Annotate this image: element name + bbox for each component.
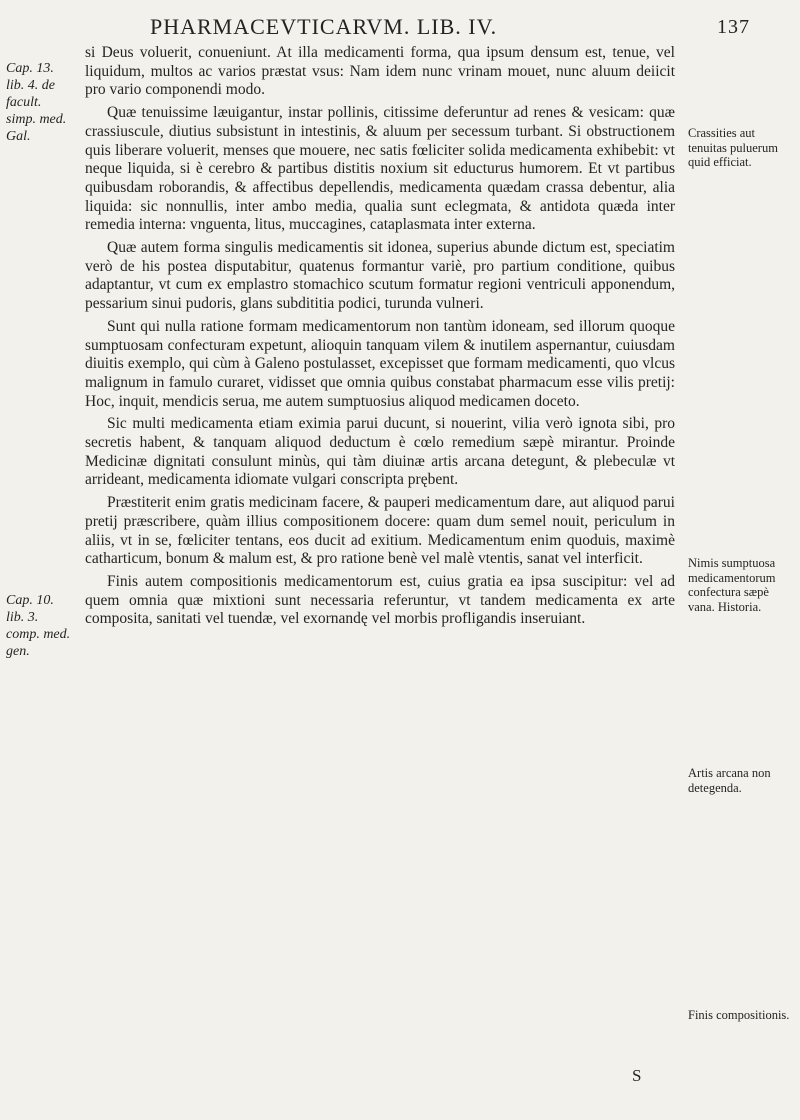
- right-margin-note-arcana: Artis arcana non detegenda.: [688, 766, 771, 795]
- page-number: 137: [717, 16, 750, 38]
- paragraph: Præstiterit enim gratis medicinam facere, & pauperi medicamentum dare, aut aliquod parui pretij præscribere, quàm illius compositionem docere: quam dum semel nouit, periculum in aliis, vt in se, fœliciter tentans, eos ducit ad exitium. Medicamentum enim quoduis, maximè catharticum, bonum & malum est, & pro ratione benè vel malè vtentis, sanat vel interficit.: [85, 494, 675, 568]
- right-margin-note-sumptuosa: Nimis sumptuosa medicamentorum confectura sæpè vana. Historia.: [688, 556, 776, 614]
- paragraph: Sunt qui nulla ratione formam medicamentorum non tantùm idoneam, sed illorum quoque sumptuosam confecturam expetunt, alioquin tanquam vilem & inutilem aspernantur, cuiusdam diuitis exemplo, qui cùm à Galeno postulasset, excepisset que formam medicamenti, quo vlcus malignum in famulo curaret, vidisset que omnia quibus constabat pharmacum esse vilis pretij: Hoc, inquit, mendicis serua, me autem sumptuosius aliquod medicamen doceto.: [85, 317, 675, 410]
- paragraph: Finis autem compositionis medicamentorum est, cuius gratia ea ipsa suscipitur: vel ad quem omnia quæ mixtioni sunt necessaria referuntur, vt tandem medicamenta ex arte composita, sanitati vel tuendæ, vel exornandę vel morbis profligandis inseruiant.: [85, 572, 675, 628]
- paragraph: si Deus voluerit, conueniunt. At illa medicamenti forma, qua ipsum densum est, tenue, vel liquidum, multos ac varios præstat vsus: Nam idem nunc vrinam mouet, nunc aluum deiicit pro vario componendi modo.: [85, 44, 675, 99]
- right-margin-note-finis: Finis compositionis.: [688, 1008, 790, 1022]
- paragraph: Quæ autem forma singulis medicamentis sit idonea, superius abunde dictum est, speciatim verò de his postea disputabitur, quatenus formantur variè, pro partium conditione, quibus adaptantur, vt cum ex emplastro stomachico scutum formatur regioni ventriculi apponendum, pessarium sinui pudoris, glans subdititia podici, turunda vulneri.: [85, 239, 675, 313]
- left-margin-note-citation: Cap. 13. lib. 4. de facult. simp. med. Gal.: [6, 61, 67, 144]
- left-margin-note-citation-2: Cap. 10. lib. 3. comp. med. gen.: [6, 593, 71, 659]
- body-text: [85, 44, 675, 633]
- paragraph: Quæ tenuissime læuigantur, instar pollinis, citissime deferuntur ad renes & vesicam: quæ crassiuscule, diutius subsistunt in intestinis, & aluum per secessum turbant. Si obstructionem quis liberare voluerit, menses que mouere, nec satis fœliciter solida medicamenta exhibebit: vt neque liquida, si è cerebro & partibus distitis noxium sit educturus humorem. Et vt partibus quibusdam roborandis, & affectibus depellendis, medicamenta quædam crassa debentur, alia liquida: sic nonnullis, inter ambo media, qualia sunt eclegmata, & antidota quæda inter remedia interna: vnguenta, litus, muccagines, cataplasmata inter externa.: [85, 104, 675, 234]
- paragraph: Sic multi medicamenta etiam eximia parui ducunt, si nouerint, vilia verò ignota sibi, pro secretis habent, & tanquam aliquod deductum è cœlo remedium sæpè mirantur. Proinde Medicinæ dignitati consulunt minùs, qui tàm diuinæ artis arcana detegunt, & plebeculæ vt arrideant, medicamenta idiomate vulgari conscripta prębent.: [85, 415, 675, 489]
- right-margin-note-crassities: Crassities aut tenuitas puluerum quid efficiat.: [688, 126, 778, 169]
- page-header: [150, 14, 750, 44]
- running-title: PHARMACEVTICARVM. LIB. IV.: [150, 14, 498, 39]
- catchword: S: [632, 1066, 642, 1085]
